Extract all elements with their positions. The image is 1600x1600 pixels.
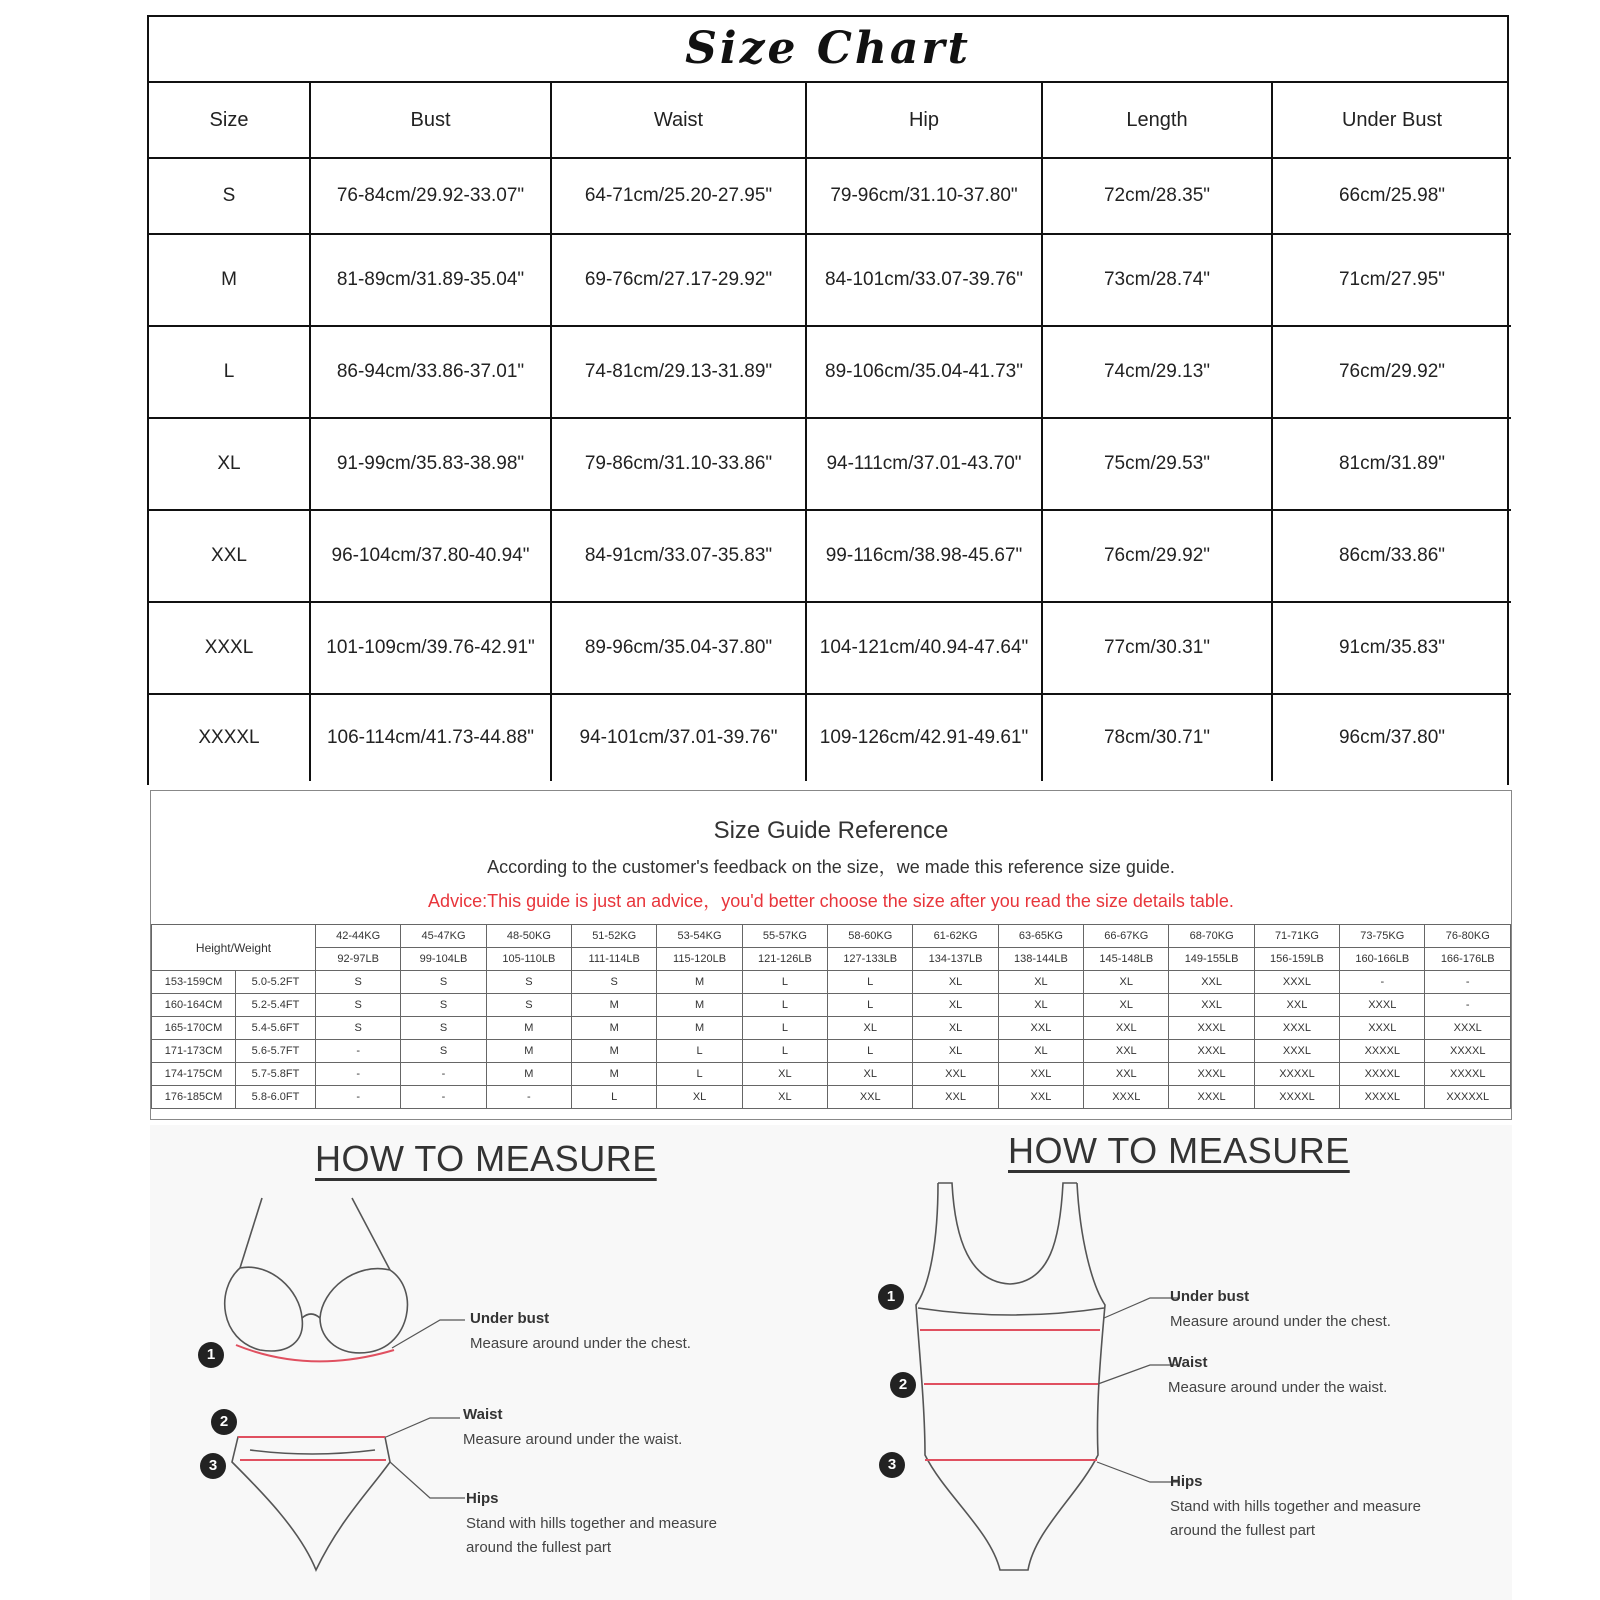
guide-corner-label: Height/Weight <box>152 925 316 971</box>
guide-size-cell: XL <box>742 1063 827 1086</box>
hips-desc-right-line-1: Stand with hills together and measure <box>1170 1498 1421 1515</box>
hips-desc-right-line-2: around the fullest part <box>1170 1522 1316 1539</box>
guide-weight-kg: 48-50KG <box>486 925 571 948</box>
guide-weight-lb: 99-104LB <box>401 948 486 971</box>
marker-2-left: 2 <box>211 1409 237 1435</box>
size-table-cell: 84-91cm/33.07-35.83" <box>551 510 806 602</box>
guide-size-cell: XXL <box>1084 1063 1169 1086</box>
guide-size-cell: - <box>1425 971 1511 994</box>
guide-size-cell: XXXL <box>1169 1040 1254 1063</box>
size-table-header-cell: Hip <box>806 83 1042 158</box>
size-table-cell: 74cm/29.13" <box>1042 326 1272 418</box>
guide-size-cell: XXXXL <box>1340 1040 1425 1063</box>
guide-weight-kg: 63-65KG <box>998 925 1083 948</box>
guide-weight-lb: 111-114LB <box>572 948 657 971</box>
under-bust-heading-left: Under bust <box>470 1310 550 1327</box>
guide-size-cell: XL <box>913 994 998 1017</box>
marker-1-right: 1 <box>878 1284 904 1310</box>
size-table-cell: 79-96cm/31.10-37.80" <box>806 158 1042 234</box>
guide-size-cell: XXL <box>1169 971 1254 994</box>
guide-size-cell: XL <box>657 1086 742 1109</box>
guide-weight-kg: 42-44KG <box>316 925 401 948</box>
guide-size-cell: XXXXL <box>1340 1086 1425 1109</box>
guide-size-cell: XXXL <box>1254 1040 1339 1063</box>
guide-size-cell: M <box>486 1040 571 1063</box>
guide-size-cell: - <box>1425 994 1511 1017</box>
chart-title: Size Chart <box>149 17 1507 83</box>
guide-size-cell: XXXL <box>1169 1063 1254 1086</box>
guide-size-cell: S <box>316 971 401 994</box>
guide-size-cell: S <box>316 994 401 1017</box>
size-table-header-cell: Waist <box>551 83 806 158</box>
size-table-cell: 79-86cm/31.10-33.86" <box>551 418 806 510</box>
size-table-cell: 66cm/25.98" <box>1272 158 1511 234</box>
guide-size-cell: L <box>657 1040 742 1063</box>
guide-size-cell: L <box>572 1086 657 1109</box>
size-table-cell: 81cm/31.89" <box>1272 418 1511 510</box>
size-table-cell: 109-126cm/42.91-49.61" <box>806 694 1042 781</box>
guide-size-cell: S <box>486 994 571 1017</box>
guide-height-cm: 160-164CM <box>152 994 236 1017</box>
hips-desc-left-line-1: Stand with hills together and measure <box>466 1515 717 1532</box>
guide-size-cell: XXXL <box>1169 1017 1254 1040</box>
guide-height-cm: 165-170CM <box>152 1017 236 1040</box>
marker-3-right: 3 <box>879 1452 905 1478</box>
guide-size-cell: S <box>401 1040 486 1063</box>
guide-weight-kg: 51-52KG <box>572 925 657 948</box>
guide-size-cell: M <box>657 994 742 1017</box>
under-bust-desc-right: Measure around under the chest. <box>1170 1313 1391 1330</box>
guide-size-cell: M <box>486 1063 571 1086</box>
guide-size-cell: XXXXXL <box>1425 1086 1511 1109</box>
under-bust-desc-left: Measure around under the chest. <box>470 1335 691 1352</box>
size-table-cell: S <box>149 158 310 234</box>
guide-size-cell: M <box>572 994 657 1017</box>
size-table-cell: 101-109cm/39.76-42.91" <box>310 602 551 694</box>
guide-size-cell: XL <box>828 1063 913 1086</box>
size-table-header-cell: Size <box>149 83 310 158</box>
guide-height-ft: 5.6-5.7FT <box>236 1040 316 1063</box>
size-table-cell: 91-99cm/35.83-38.98" <box>310 418 551 510</box>
guide-weight-lb: 160-166LB <box>1340 948 1425 971</box>
guide-weight-kg: 53-54KG <box>657 925 742 948</box>
size-table-cell: 99-116cm/38.98-45.67" <box>806 510 1042 602</box>
size-table-cell: 64-71cm/25.20-27.95" <box>551 158 806 234</box>
size-table-cell: 76cm/29.92" <box>1272 326 1511 418</box>
guide-size-cell: M <box>572 1063 657 1086</box>
guide-size-cell: XL <box>913 1040 998 1063</box>
guide-size-cell: - <box>486 1086 571 1109</box>
waist-heading-right: Waist <box>1168 1354 1208 1371</box>
guide-weight-lb: 92-97LB <box>316 948 401 971</box>
bikini-illustration <box>225 1198 408 1570</box>
guide-size-cell: L <box>828 971 913 994</box>
guide-weight-lb: 166-176LB <box>1425 948 1511 971</box>
guide-size-cell: XXL <box>998 1063 1083 1086</box>
guide-weight-kg: 76-80KG <box>1425 925 1511 948</box>
guide-weight-kg: 68-70KG <box>1169 925 1254 948</box>
how-to-measure-title-right: HOW TO MEASURE <box>1008 1130 1350 1171</box>
guide-weight-lb: 127-133LB <box>828 948 913 971</box>
waist-desc-right: Measure around under the waist. <box>1168 1379 1388 1396</box>
size-guide-title: Size Guide Reference <box>713 817 949 844</box>
guide-size-cell: L <box>828 994 913 1017</box>
size-table-cell: 91cm/35.83" <box>1272 602 1511 694</box>
guide-size-cell: M <box>657 971 742 994</box>
guide-size-cell: XXXXL <box>1254 1063 1339 1086</box>
size-table-cell: 96-104cm/37.80-40.94" <box>310 510 551 602</box>
size-table-cell: 72cm/28.35" <box>1042 158 1272 234</box>
size-table-cell: L <box>149 326 310 418</box>
guide-size-cell: XXXXL <box>1425 1040 1511 1063</box>
guide-size-cell: - <box>316 1040 401 1063</box>
guide-weight-kg: 71-71KG <box>1254 925 1339 948</box>
guide-weight-kg: 58-60KG <box>828 925 913 948</box>
size-table-cell: 94-101cm/37.01-39.76" <box>551 694 806 781</box>
guide-size-cell: XXXL <box>1340 994 1425 1017</box>
size-table-cell: M <box>149 234 310 326</box>
size-table-cell: XL <box>149 418 310 510</box>
size-table-cell: 73cm/28.74" <box>1042 234 1272 326</box>
guide-size-cell: XXXL <box>1254 971 1339 994</box>
guide-size-cell: L <box>742 994 827 1017</box>
size-table-cell: 96cm/37.80" <box>1338 727 1446 748</box>
guide-size-cell: - <box>401 1063 486 1086</box>
guide-height-cm: 171-173CM <box>152 1040 236 1063</box>
guide-weight-lb: 134-137LB <box>913 948 998 971</box>
guide-weight-kg: 66-67KG <box>1084 925 1169 948</box>
guide-size-cell: XXXXL <box>1254 1086 1339 1109</box>
hips-heading-left: Hips <box>466 1490 499 1507</box>
hips-desc-right <box>1170 1495 1490 1543</box>
guide-height-ft: 5.8-6.0FT <box>236 1086 316 1109</box>
guide-height-cm: 153-159CM <box>152 971 236 994</box>
guide-size-cell: L <box>828 1040 913 1063</box>
leader-lines-left <box>386 1320 465 1498</box>
guide-weight-lb: 121-126LB <box>742 948 827 971</box>
guide-size-cell: XXXL <box>1425 1017 1511 1040</box>
guide-size-cell: XL <box>913 971 998 994</box>
guide-size-cell: L <box>657 1063 742 1086</box>
hips-heading-right: Hips <box>1170 1473 1203 1490</box>
guide-weight-lb: 156-159LB <box>1254 948 1339 971</box>
guide-weight-lb: 138-144LB <box>998 948 1083 971</box>
guide-size-cell: XXXL <box>1340 1017 1425 1040</box>
guide-size-cell: S <box>316 1017 401 1040</box>
guide-weight-lb: 105-110LB <box>486 948 571 971</box>
size-table-cell: XXL <box>149 510 310 602</box>
guide-size-cell: - <box>316 1086 401 1109</box>
size-table-cell: 86-94cm/33.86-37.01" <box>310 326 551 418</box>
guide-size-cell: XXL <box>998 1086 1083 1109</box>
guide-size-cell: M <box>572 1017 657 1040</box>
guide-size-cell: XXXL <box>1169 1086 1254 1109</box>
under-bust-heading-right: Under bust <box>1170 1288 1250 1305</box>
size-table-cell: 89-106cm/35.04-41.73" <box>806 326 1042 418</box>
guide-size-cell: XXL <box>1169 994 1254 1017</box>
guide-size-cell: XXXL <box>1254 1017 1339 1040</box>
guide-weight-lb: 149-155LB <box>1169 948 1254 971</box>
size-table-cell: 76-84cm/29.92-33.07" <box>310 158 551 234</box>
guide-size-cell: - <box>316 1063 401 1086</box>
guide-height-ft: 5.2-5.4FT <box>236 994 316 1017</box>
size-guide-advice: Advice:This guide is just an advice，you'd better choose the size after you read the size details table. <box>428 891 1234 911</box>
guide-size-cell: XL <box>998 994 1083 1017</box>
size-table-cell: 74-81cm/29.13-31.89" <box>551 326 806 418</box>
guide-size-cell: XL <box>828 1017 913 1040</box>
guide-weight-lb: 145-148LB <box>1084 948 1169 971</box>
guide-size-cell: XXL <box>1084 1040 1169 1063</box>
hips-desc-left-line-2: around the fullest part <box>466 1539 612 1556</box>
guide-size-cell: XXXXL <box>1425 1063 1511 1086</box>
size-table-cell: 69-76cm/27.17-29.92" <box>551 234 806 326</box>
size-table-cell: 78cm/30.71" <box>1042 694 1272 781</box>
guide-size-cell: - <box>1340 971 1425 994</box>
guide-height-ft: 5.4-5.6FT <box>236 1017 316 1040</box>
guide-weight-lb: 115-120LB <box>657 948 742 971</box>
size-table-cell: 86cm/33.86" <box>1272 510 1511 602</box>
guide-size-cell: M <box>486 1017 571 1040</box>
size-table-header-cell: Under Bust <box>1272 83 1511 158</box>
guide-size-cell: - <box>401 1086 486 1109</box>
size-table-cell: 76cm/29.92" <box>1042 510 1272 602</box>
guide-size-cell: XL <box>1084 971 1169 994</box>
guide-size-cell: L <box>742 1040 827 1063</box>
guide-height-ft: 5.7-5.8FT <box>236 1063 316 1086</box>
size-table-cell: XXXL <box>149 602 310 694</box>
guide-size-cell: S <box>401 971 486 994</box>
guide-size-cell: XXL <box>1254 994 1339 1017</box>
size-table-cell: 77cm/30.31" <box>1042 602 1272 694</box>
marker-1-left: 1 <box>198 1342 224 1368</box>
guide-size-cell: XL <box>998 971 1083 994</box>
guide-height-cm: 174-175CM <box>152 1063 236 1086</box>
guide-size-cell: XL <box>998 1040 1083 1063</box>
guide-size-cell: XXL <box>998 1017 1083 1040</box>
size-table-header-cell: Length <box>1042 83 1272 158</box>
guide-size-cell: S <box>486 971 571 994</box>
waist-desc-left: Measure around under the waist. <box>463 1431 683 1448</box>
size-guide-subtitle: According to the customer's feedback on the size，we made this reference size guide. <box>487 857 1175 877</box>
size-table-cell: 84-101cm/33.07-39.76" <box>806 234 1042 326</box>
guide-size-cell: XXL <box>828 1086 913 1109</box>
guide-weight-kg: 45-47KG <box>401 925 486 948</box>
size-table-cell: 104-121cm/40.94-47.64" <box>806 602 1042 694</box>
guide-size-cell: S <box>401 1017 486 1040</box>
guide-size-cell: XXL <box>913 1086 998 1109</box>
size-table-cell: 106-114cm/41.73-44.88" <box>310 694 551 781</box>
size-table-cell: 81-89cm/31.89-35.04" <box>310 234 551 326</box>
guide-size-cell: XXL <box>913 1063 998 1086</box>
size-table-cell: XXXXL <box>149 694 310 781</box>
guide-size-cell: M <box>657 1017 742 1040</box>
guide-size-cell: XL <box>742 1086 827 1109</box>
guide-size-cell: L <box>742 1017 827 1040</box>
guide-height-cm: 176-185CM <box>152 1086 236 1109</box>
guide-size-cell: XL <box>1084 994 1169 1017</box>
swimsuit-illustration <box>916 1183 1105 1570</box>
size-table-cell: 89-96cm/35.04-37.80" <box>551 602 806 694</box>
guide-size-cell: XXXL <box>1084 1086 1169 1109</box>
guide-height-ft: 5.0-5.2FT <box>236 971 316 994</box>
waist-heading-left: Waist <box>463 1406 503 1423</box>
size-table-cell: 75cm/29.53" <box>1042 418 1272 510</box>
guide-size-cell: XL <box>913 1017 998 1040</box>
how-to-measure-title-left: HOW TO MEASURE <box>315 1138 657 1179</box>
guide-size-cell: L <box>742 971 827 994</box>
guide-size-cell: M <box>572 1040 657 1063</box>
size-table-cell: 94-111cm/37.01-43.70" <box>806 418 1042 510</box>
guide-weight-kg: 55-57KG <box>742 925 827 948</box>
marker-2-right: 2 <box>890 1372 916 1398</box>
hips-desc-left <box>466 1512 786 1560</box>
guide-size-cell: XXL <box>1084 1017 1169 1040</box>
guide-weight-kg: 61-62KG <box>913 925 998 948</box>
guide-weight-kg: 73-75KG <box>1340 925 1425 948</box>
guide-size-cell: S <box>572 971 657 994</box>
marker-3-left: 3 <box>200 1453 226 1479</box>
size-table-header-cell: Bust <box>310 83 551 158</box>
size-table-cell: 71cm/27.95" <box>1272 234 1511 326</box>
guide-size-cell: S <box>401 994 486 1017</box>
guide-size-cell: XXXXL <box>1340 1063 1425 1086</box>
